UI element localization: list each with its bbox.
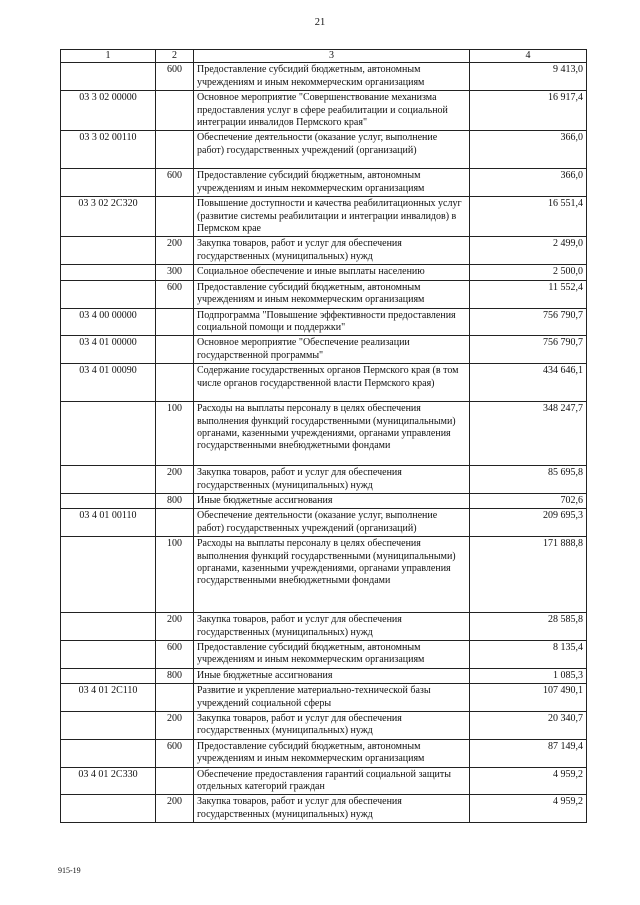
expense-type-code: 100 <box>156 537 194 613</box>
column-header: 2 <box>156 50 194 63</box>
expense-type-code <box>156 308 194 336</box>
amount-value: 85 695,8 <box>470 466 587 494</box>
target-article-code: 03 4 01 00090 <box>61 364 156 402</box>
table-row <box>61 767 587 795</box>
amount-value: 1 085,3 <box>470 668 587 683</box>
amount-value: 348 247,7 <box>470 402 587 466</box>
amount-value: 9 413,0 <box>470 63 587 91</box>
expense-type-code <box>156 91 194 131</box>
expense-type-code: 200 <box>156 466 194 494</box>
target-article-code <box>61 712 156 740</box>
table-row <box>61 280 587 308</box>
table-row <box>61 509 587 537</box>
item-name: Закупка товаров, работ и услуг для обеспечения государственных (муниципальных) нужд <box>194 613 470 641</box>
table-body <box>61 63 587 823</box>
amount-value: 4 959,2 <box>470 767 587 795</box>
item-name: Расходы на выплаты персоналу в целях обеспечения выполнения функций государственными (муниципальными) органами, казенными учреждениями, органами управления государственными внебюджетными фондами <box>194 402 470 466</box>
table-row <box>61 364 587 402</box>
expense-type-code <box>156 336 194 364</box>
amount-value: 702,6 <box>470 493 587 508</box>
target-article-code <box>61 402 156 466</box>
item-name: Закупка товаров, работ и услуг для обеспечения государственных (муниципальных) нужд <box>194 795 470 823</box>
amount-value: 4 959,2 <box>470 795 587 823</box>
expense-type-code: 200 <box>156 712 194 740</box>
expense-type-code <box>156 684 194 712</box>
amount-value: 28 585,8 <box>470 613 587 641</box>
expense-type-code <box>156 364 194 402</box>
item-name: Содержание государственных органов Пермского края (в том числе органов государственной власти Пермского края) <box>194 364 470 402</box>
target-article-code: 03 3 02 00000 <box>61 91 156 131</box>
column-header: 4 <box>470 50 587 63</box>
item-name: Обеспечение деятельности (оказание услуг, выполнение работ) государственных учреждений (организаций) <box>194 509 470 537</box>
table-row <box>61 308 587 336</box>
table-row <box>61 197 587 237</box>
expense-type-code: 200 <box>156 795 194 823</box>
item-name: Социальное обеспечение и иные выплаты населению <box>194 265 470 280</box>
table-row <box>61 265 587 280</box>
expense-type-code: 100 <box>156 402 194 466</box>
target-article-code <box>61 169 156 197</box>
table-row <box>61 739 587 767</box>
table-row <box>61 63 587 91</box>
budget-table <box>60 49 587 823</box>
target-article-code: 03 3 02 2С320 <box>61 197 156 237</box>
target-article-code <box>61 63 156 91</box>
amount-value: 20 340,7 <box>470 712 587 740</box>
table-row <box>61 402 587 466</box>
table-row <box>61 613 587 641</box>
target-article-code <box>61 640 156 668</box>
expense-type-code <box>156 131 194 169</box>
item-name: Закупка товаров, работ и услуг для обеспечения государственных (муниципальных) нужд <box>194 712 470 740</box>
table-row <box>61 684 587 712</box>
item-name: Закупка товаров, работ и услуг для обеспечения государственных (муниципальных) нужд <box>194 466 470 494</box>
target-article-code <box>61 613 156 641</box>
column-header: 1 <box>61 50 156 63</box>
table-row <box>61 336 587 364</box>
item-name: Обеспечение деятельности (оказание услуг, выполнение работ) государственных учреждений (организаций) <box>194 131 470 169</box>
amount-value: 2 499,0 <box>470 237 587 265</box>
item-name: Основное мероприятие "Обеспечение реализации государственной программы" <box>194 336 470 364</box>
expense-type-code: 600 <box>156 739 194 767</box>
target-article-code: 03 4 01 2С110 <box>61 684 156 712</box>
expense-type-code: 600 <box>156 280 194 308</box>
table-row <box>61 537 587 613</box>
expense-type-code: 600 <box>156 169 194 197</box>
item-name: Закупка товаров, работ и услуг для обеспечения государственных (муниципальных) нужд <box>194 237 470 265</box>
expense-type-code: 800 <box>156 668 194 683</box>
table-row <box>61 795 587 823</box>
item-name: Подпрограмма "Повышение эффективности предоставления социальной помощи и поддержки" <box>194 308 470 336</box>
amount-value: 87 149,4 <box>470 739 587 767</box>
expense-type-code: 800 <box>156 493 194 508</box>
table-row <box>61 493 587 508</box>
amount-value: 16 551,4 <box>470 197 587 237</box>
table-row <box>61 237 587 265</box>
amount-value: 434 646,1 <box>470 364 587 402</box>
amount-value: 2 500,0 <box>470 265 587 280</box>
table-row <box>61 466 587 494</box>
target-article-code <box>61 265 156 280</box>
expense-type-code: 600 <box>156 640 194 668</box>
item-name: Предоставление субсидий бюджетным, автономным учреждениям и иным некоммерческим организациям <box>194 640 470 668</box>
item-name: Предоставление субсидий бюджетным, автономным учреждениям и иным некоммерческим организациям <box>194 63 470 91</box>
table-row <box>61 640 587 668</box>
amount-value: 16 917,4 <box>470 91 587 131</box>
item-name: Повышение доступности и качества реабилитационных услуг (развитие системы реабилитации и интеграции инвалидов) в Пермском крае <box>194 197 470 237</box>
item-name: Предоставление субсидий бюджетным, автономным учреждениям и иным некоммерческим организациям <box>194 739 470 767</box>
item-name: Расходы на выплаты персоналу в целях обеспечения выполнения функций государственными (муниципальными) органами, казенными учреждениями, органами управления государственными внебюджетными фондами <box>194 537 470 613</box>
expense-type-code: 300 <box>156 265 194 280</box>
expense-type-code: 200 <box>156 613 194 641</box>
amount-value: 209 695,3 <box>470 509 587 537</box>
item-name: Иные бюджетные ассигнования <box>194 668 470 683</box>
target-article-code <box>61 739 156 767</box>
target-article-code <box>61 280 156 308</box>
amount-value: 11 552,4 <box>470 280 587 308</box>
item-name: Развитие и укрепление материально-технической базы учреждений социальной сферы <box>194 684 470 712</box>
document-code: 915-19 <box>58 866 81 875</box>
item-name: Основное мероприятие "Совершенствование механизма предоставления услуг в сфере реабилитации и социальной интеграции инвалидов Пермского края" <box>194 91 470 131</box>
table-row <box>61 91 587 131</box>
target-article-code <box>61 537 156 613</box>
amount-value: 756 790,7 <box>470 308 587 336</box>
target-article-code: 03 4 01 00000 <box>61 336 156 364</box>
amount-value: 366,0 <box>470 169 587 197</box>
item-name: Предоставление субсидий бюджетным, автономным учреждениям и иным некоммерческим организациям <box>194 280 470 308</box>
table-row <box>61 712 587 740</box>
page-number: 21 <box>314 17 326 28</box>
column-header: 3 <box>194 50 470 63</box>
target-article-code: 03 4 01 00110 <box>61 509 156 537</box>
target-article-code <box>61 493 156 508</box>
amount-value: 366,0 <box>470 131 587 169</box>
item-name: Обеспечение предоставления гарантий социальной защиты отдельных категорий граждан <box>194 767 470 795</box>
expense-type-code: 600 <box>156 63 194 91</box>
amount-value: 756 790,7 <box>470 336 587 364</box>
expense-type-code <box>156 509 194 537</box>
target-article-code <box>61 668 156 683</box>
table-row <box>61 668 587 683</box>
target-article-code <box>61 237 156 265</box>
amount-value: 8 135,4 <box>470 640 587 668</box>
target-article-code: 03 4 01 2С330 <box>61 767 156 795</box>
expense-type-code: 200 <box>156 237 194 265</box>
table-row <box>61 131 587 169</box>
target-article-code <box>61 466 156 494</box>
target-article-code: 03 3 02 00110 <box>61 131 156 169</box>
amount-value: 107 490,1 <box>470 684 587 712</box>
expense-type-code <box>156 767 194 795</box>
item-name: Предоставление субсидий бюджетным, автономным учреждениям и иным некоммерческим организациям <box>194 169 470 197</box>
item-name: Иные бюджетные ассигнования <box>194 493 470 508</box>
table-row <box>61 169 587 197</box>
expense-type-code <box>156 197 194 237</box>
amount-value: 171 888,8 <box>470 537 587 613</box>
table-header-row <box>61 50 587 63</box>
target-article-code <box>61 795 156 823</box>
target-article-code: 03 4 00 00000 <box>61 308 156 336</box>
